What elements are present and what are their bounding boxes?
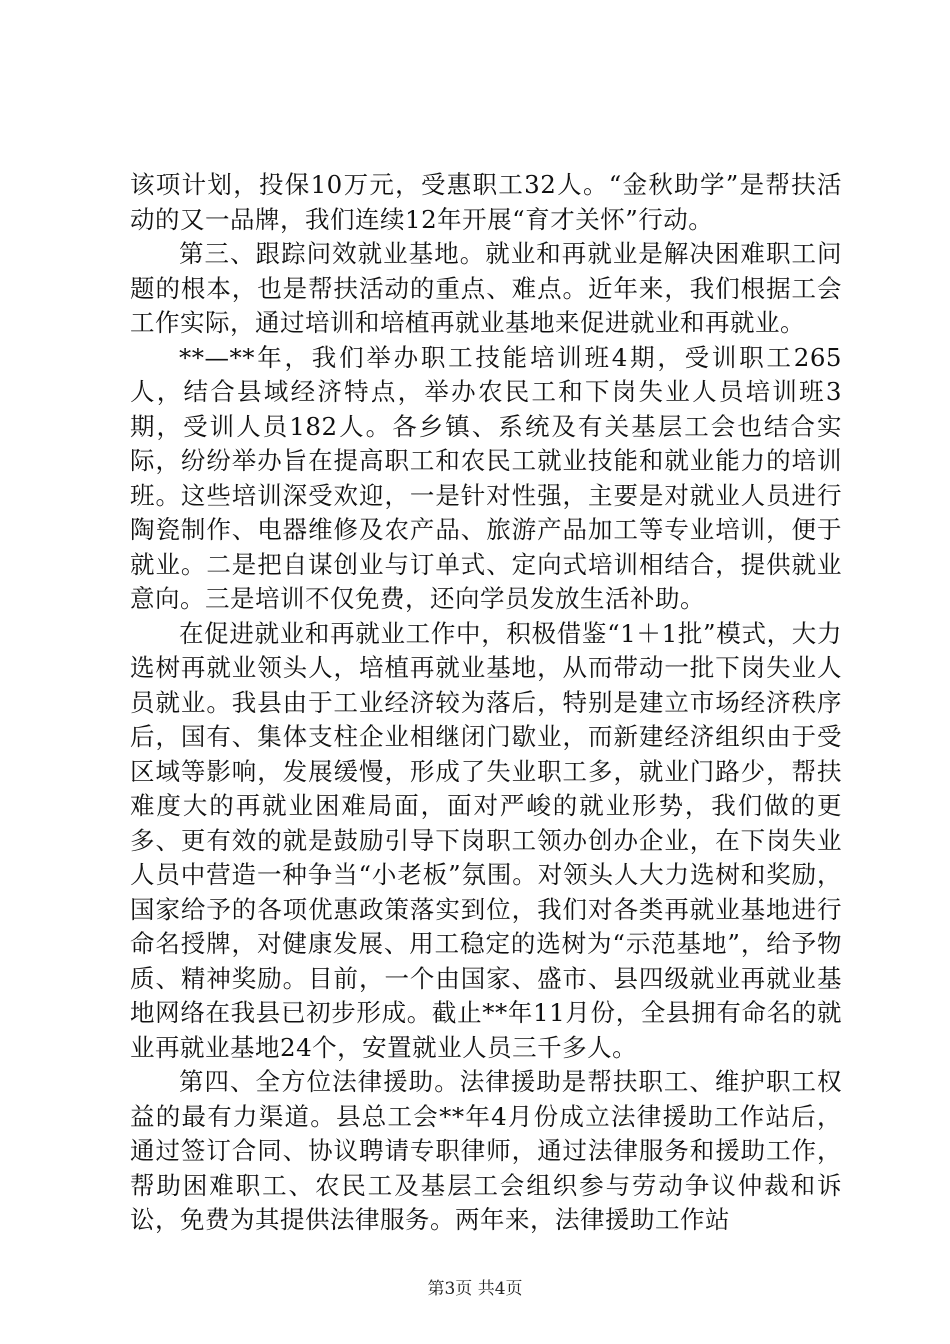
page-footer: 第3页 共4页 bbox=[427, 1279, 523, 1299]
paragraph-employment-base: 第三、跟踪问效就业基地。就业和再就业是解决困难职工问题的根本，也是帮扶活动的重点、难点。近年来，我们根据工会工作实际，通过培训和培植再就业基地来促进就业和再就业。 bbox=[130, 239, 842, 337]
paragraph-reemployment: 在促进就业和再就业工作中，积极借鉴“1＋1批”模式，大力选树再就业领头人，培植再就业基地，从而带动一批下岗失业人员就业。我县由于工业经济较为落后，特别是建立市场经济秩序后，国有、集体支柱企业相继闭门歇业，而新建经济组织由于受区域等影响，发展缓慢，形成了失业职工多，就业门路少，帮扶难度大的再就业困难局面，面对严峻的就业形势，我们做的更多、更有效的就是鼓励引导下岗职工领办创办企业，在下岗失业人员中营造一种争当“小老板”氛围。对领头人大力选树和奖励，国家给予的各项优惠政策落实到位，我们对各类再就业基地进行命名授牌，对健康发展、用工稳定的选树为“示范基地”，给予物质、精神奖励。目前，一个由国家、盛市、县四级就业再就业基地网络在我县已初步形成。截止**年11月份，全县拥有命名的就业再就业基地24个，安置就业人员三千多人。 bbox=[130, 618, 842, 1062]
paragraph-training: **—**年，我们举办职工技能培训班4期，受训职工265人，结合县域经济特点，举办农民工和下岗失业人员培训班3期，受训人员182人。各乡镇、系统及有关基层工会也结合实际，纷纷举办旨在提高职工和农民工就业技能和就业能力的培训班。这些培训深受欢迎，一是针对性强，主要是对就业人员进行陶瓷制作、电器维修及农产品、旅游产品加工等专业培训，便于就业。二是把自谋创业与订单式、定向式培训相结合，提供就业意向。三是培训不仅免费，还向学员发放生活补助。 bbox=[130, 342, 842, 613]
document-body bbox=[130, 168, 842, 1238]
paragraph-continuation: 该项计划，投保10万元，受惠职工32人。“金秋助学”是帮扶活动的又一品牌，我们连续12年开展“育才关怀”行动。 bbox=[130, 170, 842, 234]
paragraph-legal-aid: 第四、全方位法律援助。法律援助是帮扶职工、维护职工权益的最有力渠道。县总工会**年4月份成立法律援助工作站后，通过签订合同、协议聘请专职律师，通过法律服务和援助工作，帮助困难职工、农民工及基层工会组织参与劳动争议仲裁和诉讼，免费为其提供法律服务。两年来，法律援助工作站 bbox=[130, 1067, 842, 1234]
